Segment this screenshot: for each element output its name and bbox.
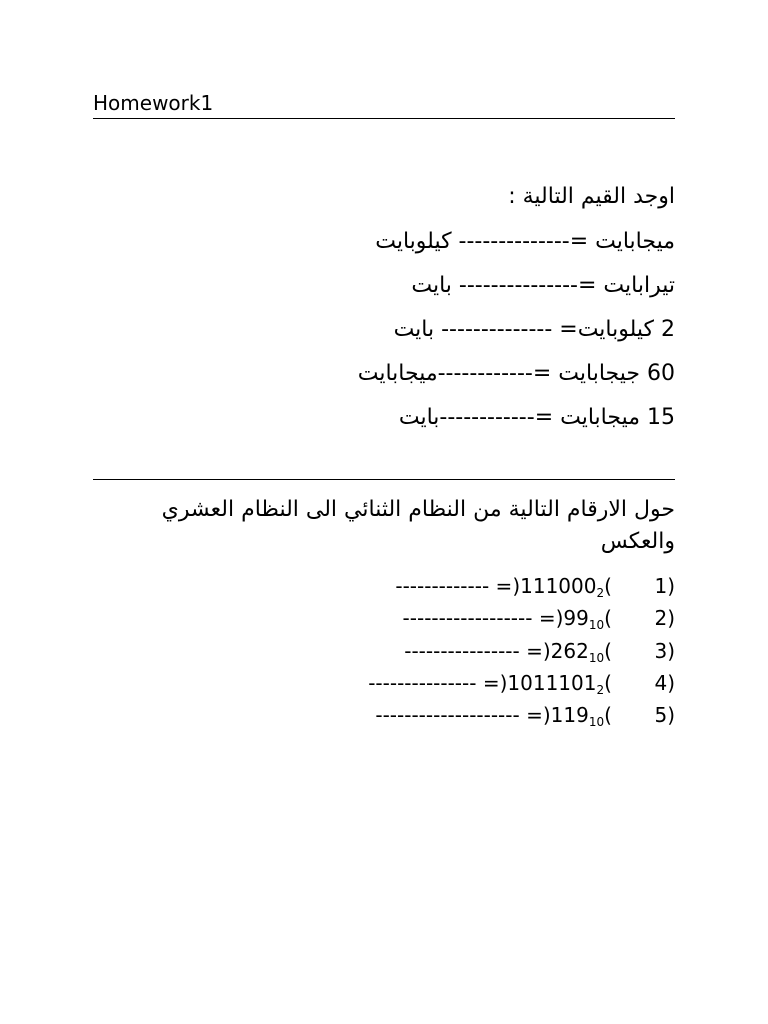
- item-base: 10: [588, 618, 605, 632]
- section1-heading: اوجد القيم التالية :: [508, 184, 675, 209]
- item-equals: =: [526, 639, 543, 663]
- item-value: 262: [550, 639, 589, 663]
- item-base: 10: [588, 651, 605, 665]
- item-number: (5: [654, 703, 675, 727]
- list-item: (2 )$99_{10}(=$ ------------------: [402, 606, 675, 632]
- conversion-line: 15 ميجابايت =------------بايت: [398, 405, 675, 430]
- item-value: 119: [550, 703, 589, 727]
- item-equals: =: [489, 574, 513, 598]
- item-dashes: -------------: [395, 574, 490, 598]
- section-divider: [93, 479, 675, 480]
- item-number: (2: [654, 606, 675, 630]
- item-dashes: ---------------: [368, 671, 477, 695]
- item-equals: =: [526, 703, 543, 727]
- item-dashes: --------------------: [375, 703, 520, 727]
- conversion-line: تيرابايت =--------------- بايت: [411, 273, 675, 298]
- item-base: 10: [588, 715, 605, 729]
- item-dashes: ----------------: [404, 639, 520, 663]
- item-number: (4: [654, 671, 675, 695]
- item-base: 2: [596, 683, 605, 697]
- conversion-line: 60 جيجابايت =------------ميجابايت: [357, 361, 675, 386]
- list-item: (3 )$262_{10}(=$ ----------------: [404, 639, 675, 665]
- list-item: (4 )$1011101_2(=$ ---------------: [368, 671, 675, 697]
- list-item: (5 )$119_{10}(=$ --------------------: [375, 703, 675, 729]
- item-value: 111000: [520, 574, 597, 598]
- document-page: [93, 0, 675, 1024]
- item-base: 2: [596, 586, 605, 600]
- page-header: [93, 90, 675, 119]
- section2-heading: حول الارقام التالية من النظام الثنائي الى النظام العشري والعكس: [161, 497, 675, 554]
- conversion-line: 2 كيلوبايت= -------------- بايت: [393, 317, 675, 342]
- header-title: Homework1: [93, 91, 214, 115]
- list-item: (1 )$111000_2(=$ -------------: [395, 574, 675, 600]
- item-dashes: ------------------: [402, 606, 533, 630]
- item-number: (3: [654, 639, 675, 663]
- item-number: (1: [654, 574, 675, 598]
- item-value: 99: [563, 606, 589, 630]
- conversion-line: ميجابايت =-------------- كيلوبايت: [375, 229, 675, 254]
- item-value: 1011101: [507, 671, 597, 695]
- item-equals: =: [538, 606, 556, 630]
- item-equals: =: [482, 671, 500, 695]
